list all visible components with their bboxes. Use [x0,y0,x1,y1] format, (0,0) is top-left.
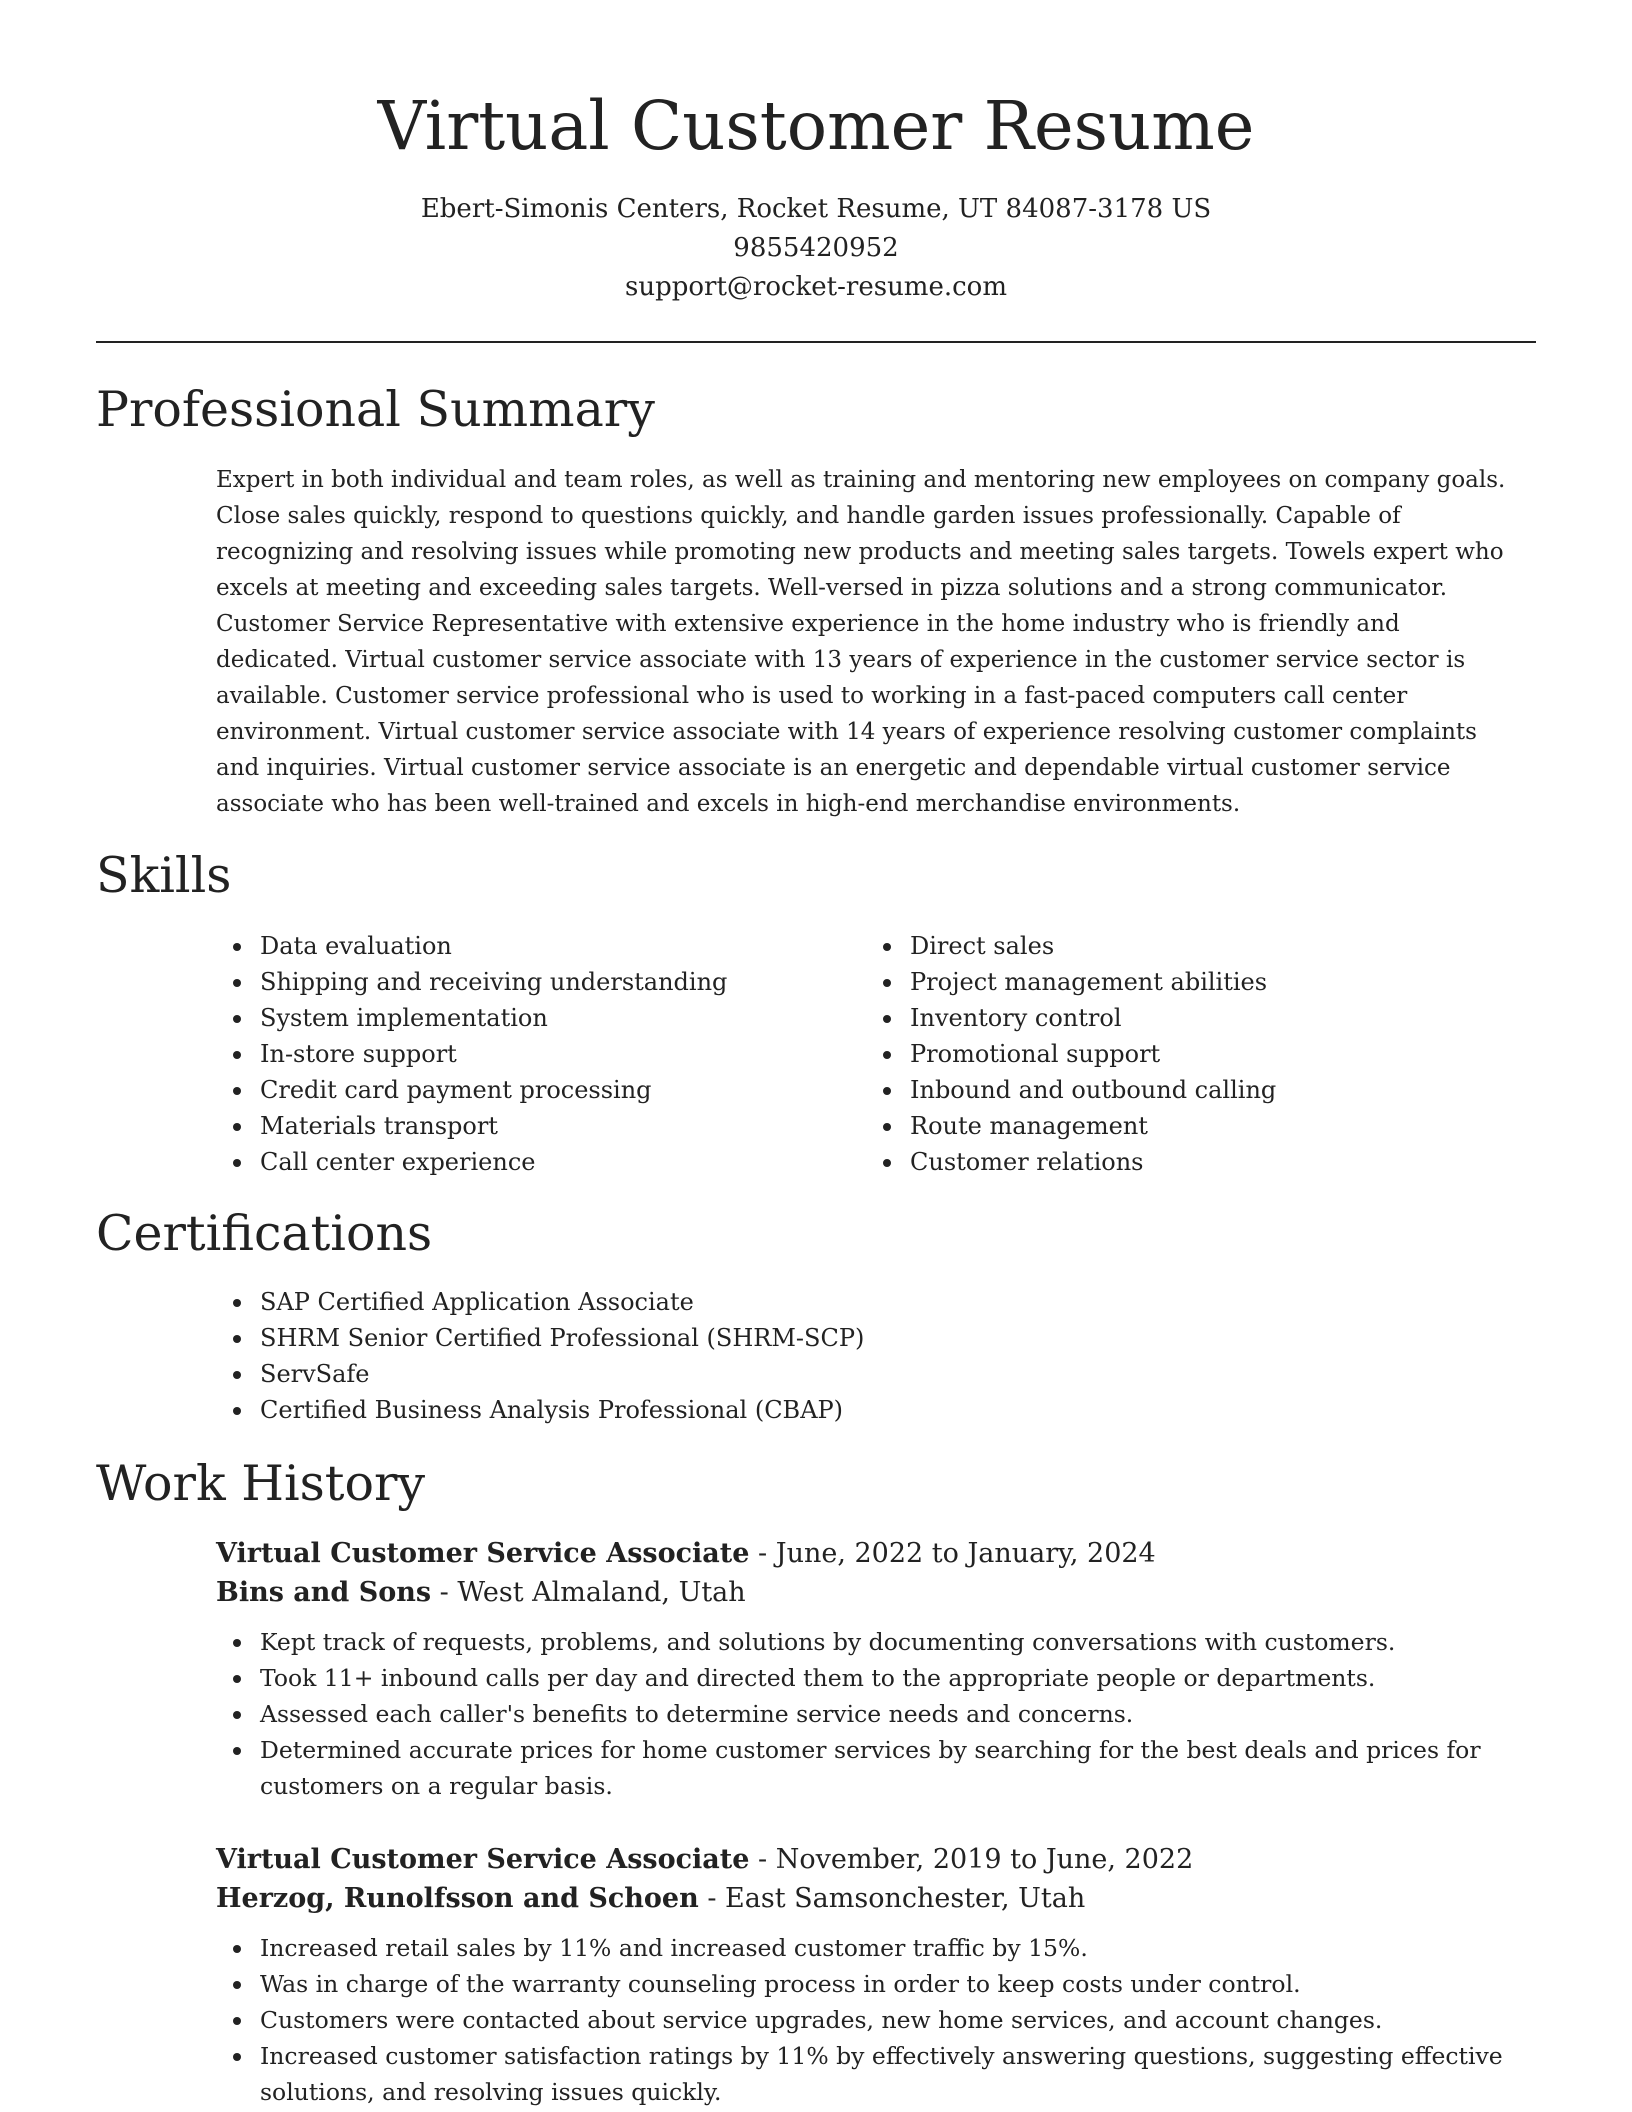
skill-item: Shipping and receiving understanding [216,964,836,1000]
job-location: East Samsonchester, Utah [725,1883,1086,1914]
skill-item: Project management abilities [866,964,1486,1000]
job-bullet: Customers were contacted about service upgrades, new home services, and account changes. [216,2002,1536,2038]
job-entry [216,1534,1536,1804]
certification-item: Certified Business Analysis Professional (CBAP) [216,1392,1516,1428]
certification-item: ServSafe [216,1356,1516,1392]
skill-item: Customer relations [866,1144,1486,1180]
job-bullet: Assessed each caller's benefits to determine service needs and concerns. [216,1696,1536,1732]
job-bullet: Increased retail sales by 11% and increased customer traffic by 15%. [216,1930,1536,1966]
job-dates: November, 2019 to June, 2022 [775,1844,1194,1875]
certification-item: SHRM Senior Certified Professional (SHRM-SCP) [216,1320,1516,1356]
job-bullet: Determined accurate prices for home customer services by searching for the best deals and prices for customers on a regular basis. [216,1732,1536,1804]
job-bullets [216,1624,1536,1804]
job-title: Virtual Customer Service Associate [216,1538,750,1569]
skill-item: Credit card payment processing [216,1072,836,1108]
skill-item: Direct sales [866,928,1486,964]
job-bullet: Increased customer satisfaction ratings by 11% by effectively answering questions, suggesting effective solutions, and resolving issues quickly. [216,2038,1536,2110]
job-location: West Almaland, Utah [457,1577,746,1608]
job-title-line: Virtual Customer Service Associate - November, 2019 to June, 2022 [216,1844,1194,1875]
skill-item: Call center experience [216,1144,836,1180]
skill-item: Materials transport [216,1108,836,1144]
skill-item: Promotional support [866,1036,1486,1072]
skill-item: Inventory control [866,1000,1486,1036]
contact-email: support@rocket-resume.com [624,272,1007,302]
skill-item: Data evaluation [216,928,836,964]
job-entry [216,1840,1536,2110]
job-bullet: Took 11+ inbound calls per day and directed them to the appropriate people or departments. [216,1660,1536,1696]
job-company-line: Herzog, Runolfsson and Schoen - East Samsonchester, Utah [216,1883,1086,1914]
certifications-list [216,1284,1516,1428]
skills-heading: Skills [96,847,232,904]
job-title-line: Virtual Customer Service Associate - June, 2022 to January, 2024 [216,1538,1156,1569]
job-title: Virtual Customer Service Associate [216,1844,750,1875]
job-company-line: Bins and Sons - West Almaland, Utah [216,1577,746,1608]
job-company: Bins and Sons [216,1577,432,1608]
resume-title: Virtual Customer Resume [377,87,1255,165]
certification-item: SAP Certified Application Associate [216,1284,1516,1320]
job-bullet: Kept track of requests, problems, and solutions by documenting conversations with customers. [216,1624,1536,1660]
skills-list-left [216,928,836,1180]
job-bullet: Was in charge of the warranty counseling process in order to keep costs under control. [216,1966,1536,2002]
skill-item: System implementation [216,1000,836,1036]
job-dates: June, 2022 to January, 2024 [775,1538,1156,1569]
work-history-heading: Work History [96,1455,426,1512]
skill-item: Inbound and outbound calling [866,1072,1486,1108]
resume-page [96,0,1536,2112]
contact-phone: 9855420952 [733,233,899,263]
header-divider [96,341,1536,343]
contact-address: Ebert-Simonis Centers, Rocket Resume, UT 84087-3178 US [420,194,1212,224]
job-bullets [216,1930,1536,2110]
skill-item: In-store support [216,1036,836,1072]
skills-list-right [866,928,1486,1180]
job-company: Herzog, Runolfsson and Schoen [216,1883,699,1914]
contact-block [96,190,1536,307]
skill-item: Route management [866,1108,1486,1144]
summary-heading: Professional Summary [96,381,655,438]
summary-text: Expert in both individual and team roles, as well as training and mentoring new employees on company goals. Close sales quickly, respond to questions quickly, and handle garden issues professionally. Capable of recognizing and resolving issues while promoting new products and meeting sales targets. Towels expert who excels at meeting and exceeding sales targets. Well-versed in pizza solutions and a strong communicator. Customer Service Representative with extensive experience in the home industry who is friendly and dedicated. Virtual customer service associate with 13 years of experience in the customer service sector is available. Customer service professional who is used to working in a fast-paced computers call center environment. Virtual customer service associate with 14 years of experience resolving customer complaints and inquiries. Virtual customer service associate is an energetic and dependable virtual customer service associate who has been well-trained and excels in high-end merchandise environments. [216,467,1506,817]
certifications-heading: Certifications [96,1205,433,1262]
